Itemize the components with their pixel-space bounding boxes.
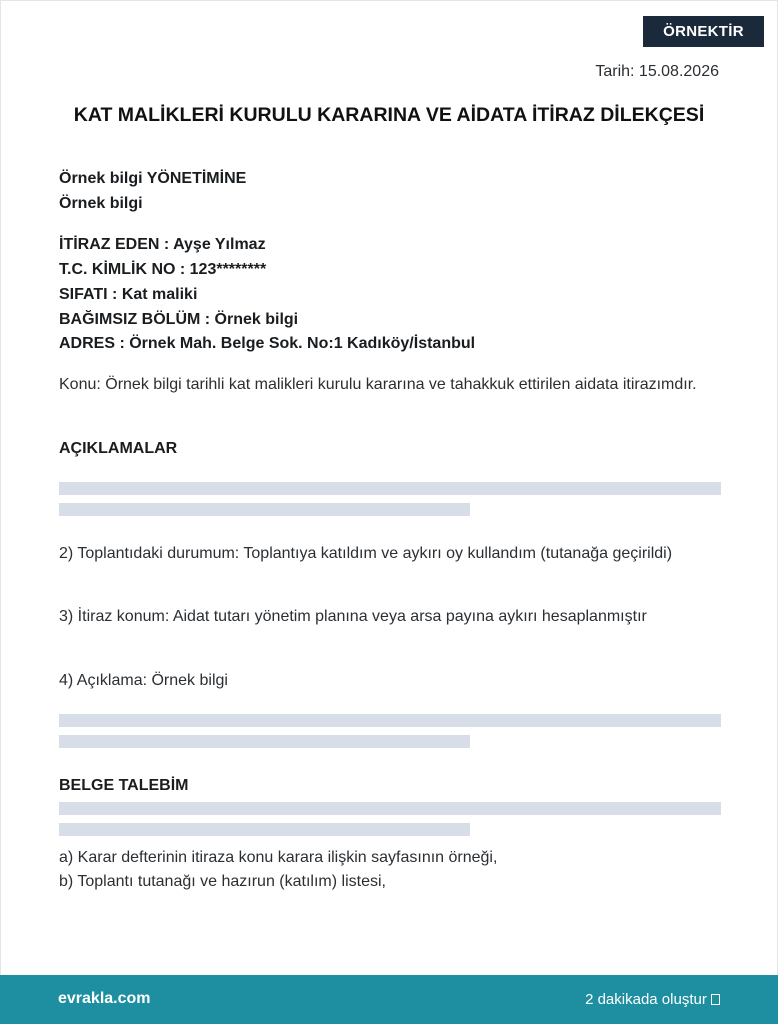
info-capacity: SIFATI : Kat maliki (59, 286, 198, 303)
redacted-line (59, 735, 470, 748)
info-unit: BAĞIMSIZ BÖLÜM : Örnek bilgi (59, 311, 299, 328)
explanation-item-3: 3) İtiraz konum: Aidat tutarı yönetim planına veya arsa payına aykırı hesaplanmıştır (59, 608, 647, 625)
redacted-line (59, 714, 721, 727)
explanations-heading: AÇIKLAMALAR (59, 440, 178, 457)
sample-badge: ÖRNEKTİR (643, 16, 764, 47)
footer-bar (0, 975, 778, 1024)
request-item-b: b) Toplantı tutanağı ve hazırun (katılım) listesi, (59, 873, 386, 890)
redacted-line (59, 503, 470, 516)
addressee-line-1: Örnek bilgi YÖNETİMİNE (59, 170, 247, 187)
info-address: ADRES : Örnek Mah. Belge Sok. No:1 Kadıköy/İstanbul (59, 335, 476, 352)
document-title: KAT MALİKLERİ KURULU KARARINA VE AİDATA İTİRAZ DİLEKÇESİ (73, 104, 705, 126)
redacted-line (59, 482, 721, 495)
request-item-a: a) Karar defterinin itiraza konu karara ilişkin sayfasının örneği, (59, 849, 498, 866)
addressee-line-2: Örnek bilgi (59, 195, 143, 212)
request-heading: BELGE TALEBİM (59, 777, 189, 794)
explanation-item-4: 4) Açıklama: Örnek bilgi (59, 672, 228, 689)
external-link-icon (711, 994, 720, 1005)
info-objector: İTİRAZ EDEN : Ayşe Yılmaz (59, 236, 266, 253)
explanation-item-2: 2) Toplantıdaki durumum: Toplantıya katıldım ve aykırı oy kullandım (tutanağa geçirildi) (59, 545, 673, 562)
document-date: Tarih: 15.08.2026 (595, 63, 719, 80)
redacted-line (59, 823, 470, 836)
create-document-label: 2 dakikada oluştur (585, 991, 711, 1008)
subject-paragraph: Konu: Örnek bilgi tarihli kat malikleri kurulu kararına ve tahakkuk ettirilen aidata itirazımdır. (59, 376, 697, 393)
redacted-line (59, 802, 721, 815)
info-id-number: T.C. KİMLİK NO : 123******** (59, 261, 267, 278)
create-document-link[interactable] (585, 991, 720, 1008)
brand-link[interactable]: evrakla.com (58, 990, 151, 1007)
